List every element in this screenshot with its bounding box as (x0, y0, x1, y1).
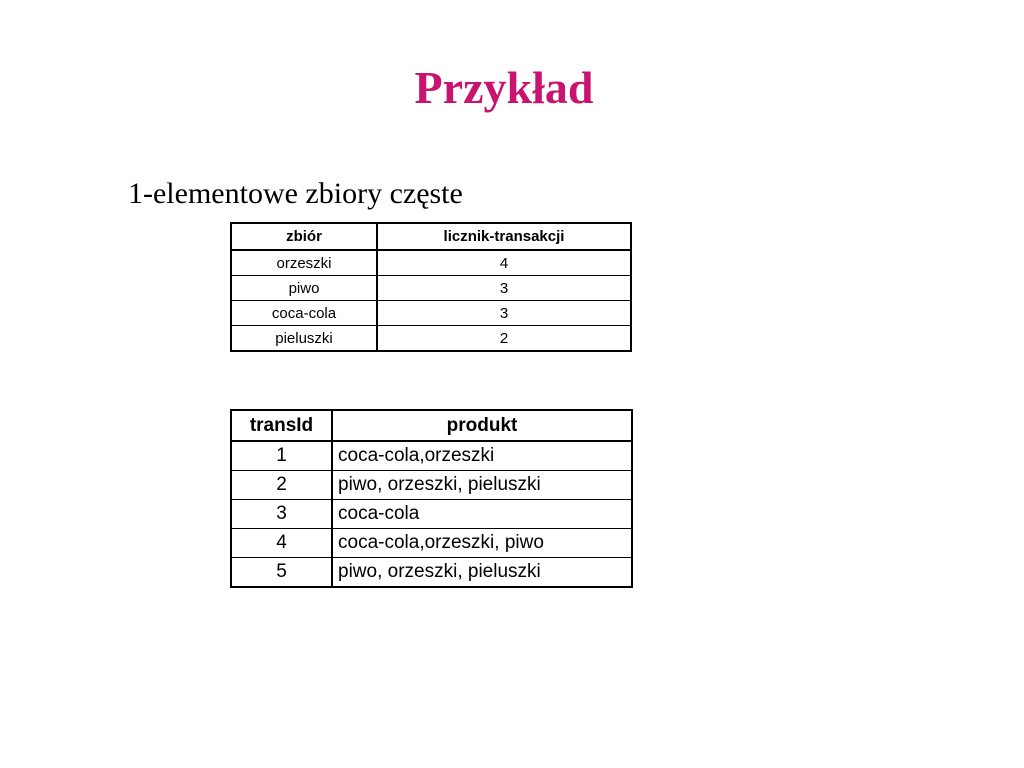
table-row (231, 301, 631, 326)
transactions-table (230, 409, 633, 588)
product-cell: coca-cola (332, 500, 632, 529)
slide-subtitle: 1-elementowe zbiory częste (128, 177, 463, 210)
column-header-transid: transId (231, 410, 332, 441)
count-cell: 3 (377, 276, 631, 301)
table-row (231, 441, 632, 471)
table-header-row (231, 410, 632, 441)
product-cell: piwo, orzeszki, pieluszki (332, 558, 632, 588)
table-row (231, 276, 631, 301)
itemset-cell: orzeszki (231, 250, 377, 276)
itemset-cell: pieluszki (231, 326, 377, 352)
transid-cell: 2 (231, 471, 332, 500)
count-cell: 2 (377, 326, 631, 352)
transid-cell: 4 (231, 529, 332, 558)
column-header-product: produkt (332, 410, 632, 441)
table-row (231, 326, 631, 352)
table-row (231, 500, 632, 529)
table-row (231, 250, 631, 276)
table-header-row (231, 223, 631, 250)
count-cell: 4 (377, 250, 631, 276)
transid-cell: 1 (231, 441, 332, 471)
product-cell: coca-cola,orzeszki (332, 441, 632, 471)
transid-cell: 5 (231, 558, 332, 588)
column-header-count: licznik-transakcji (377, 223, 631, 250)
table-row (231, 471, 632, 500)
product-cell: piwo, orzeszki, pieluszki (332, 471, 632, 500)
frequent-itemsets-table (230, 222, 632, 352)
column-header-set: zbiór (231, 223, 377, 250)
count-cell: 3 (377, 301, 631, 326)
itemset-cell: coca-cola (231, 301, 377, 326)
itemset-cell: piwo (231, 276, 377, 301)
product-cell: coca-cola,orzeszki, piwo (332, 529, 632, 558)
table-row (231, 529, 632, 558)
table-row (231, 558, 632, 588)
slide-title: Przykład (414, 62, 594, 113)
transid-cell: 3 (231, 500, 332, 529)
